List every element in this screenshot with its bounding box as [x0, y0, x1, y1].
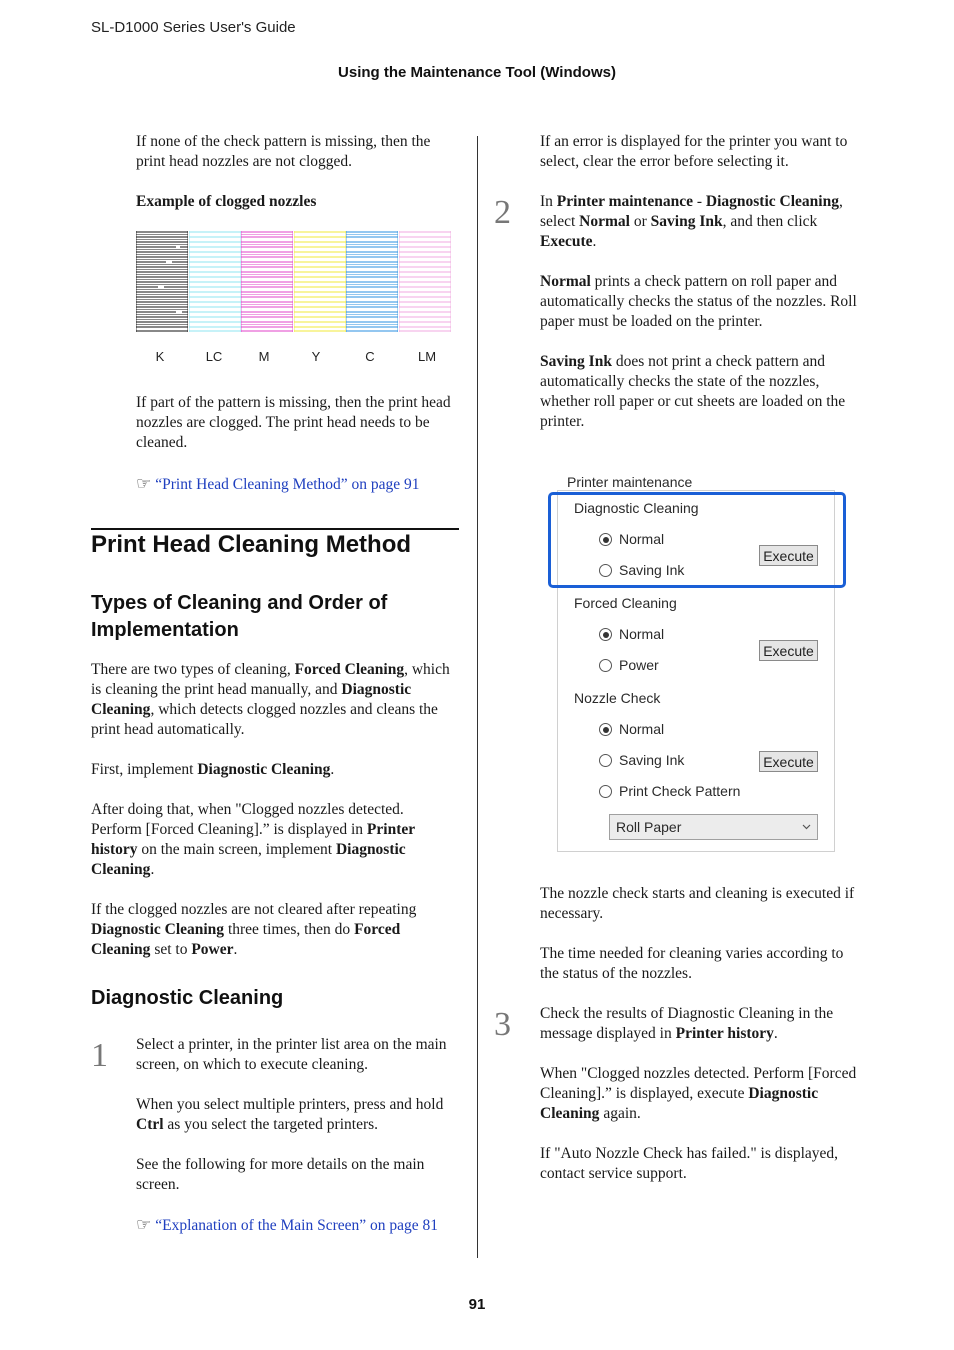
normal-description: Normal prints a check pattern on roll paper and automatically checks the status of the nozzles. Roll paper must be loaded on the printer. — [540, 273, 857, 330]
nozzle-block-m — [241, 231, 293, 332]
nozzle-label-c: C — [365, 349, 375, 364]
print-check-pattern-radio[interactable] — [599, 785, 612, 798]
no-missing-paragraph: If none of the check pattern is missing, then the print head nozzles are not clogged. — [136, 133, 431, 170]
forced-power-label[interactable]: Power — [619, 657, 659, 673]
step1-paragraph: Select a printer, in the printer list area on the main screen, on which to execute cleaning. — [136, 1036, 447, 1073]
diagnostic-heading: Diagnostic Cleaning — [91, 987, 284, 1009]
pointing-hand-icon: ☞ — [136, 474, 152, 494]
pointing-hand-icon: ☞ — [136, 1215, 152, 1235]
page-number: 91 — [468, 1296, 486, 1313]
page-heading: Print Head Cleaning Method — [91, 531, 412, 558]
forced-execute-button[interactable]: Execute — [759, 640, 818, 661]
nozzle-label-lc: LC — [205, 349, 223, 364]
error-paragraph: If an error is displayed for the printer you want to select, clear the error before selecting it. — [540, 133, 848, 170]
diagnostic-normal-radio[interactable] — [599, 533, 612, 546]
nozzle-block-y — [294, 231, 346, 332]
step-number-1: 1 — [91, 1037, 108, 1074]
diagnostic-saving-ink-label[interactable]: Saving Ink — [619, 562, 685, 578]
heading-rule — [91, 528, 459, 530]
dialog-title: Printer maintenance — [564, 474, 695, 490]
nozzle-block-lc — [189, 231, 241, 332]
nozzle-label-lm: LM — [417, 349, 437, 364]
step3-clogged-paragraph: When "Clogged nozzles detected. Perform [Forced Cleaning].” is displayed, execute Diagnostic Cleaning again. — [540, 1065, 857, 1122]
step3-failed-paragraph: If "Auto Nozzle Check has failed." is displayed, contact service support. — [540, 1145, 839, 1182]
step1-ctrl-paragraph: When you select multiple printers, press and hold Ctrl as you select the targeted printers. — [136, 1096, 444, 1133]
step3-paragraph: Check the results of Diagnostic Cleaning in the message displayed in Printer history. — [540, 1005, 834, 1042]
forced-cleaning-label: Forced Cleaning — [574, 595, 677, 611]
saving-ink-description: Saving Ink does not print a check pattern and automatically checks the state of the nozzles, whether roll paper or cut sheets are loaded on the printer. — [540, 353, 846, 430]
diagnostic-cleaning-label: Diagnostic Cleaning — [574, 500, 699, 516]
nozzle-saving-ink-radio[interactable] — [599, 754, 612, 767]
after-paragraph: After doing that, when "Clogged nozzles detected. Perform [Forced Cleaning].” is displayed in Printer history on the main screen, implement Diagnostic Cleaning. — [91, 801, 415, 878]
nozzle-label-m: M — [258, 349, 270, 364]
paper-select[interactable] — [609, 814, 818, 840]
forced-power-radio[interactable] — [599, 659, 612, 672]
forced-normal-radio[interactable] — [599, 628, 612, 641]
link-print-head-cleaning[interactable]: ☞ “Print Head Cleaning Method” on page 91 — [136, 474, 420, 494]
types-paragraph: There are two types of cleaning, Forced Cleaning, which is cleaning the print head manually, and Diagnostic Cleaning, which detects clogged nozzles and cleans the print head automatically. — [91, 661, 450, 738]
nozzle-check-label: Nozzle Check — [574, 690, 661, 706]
guide-title: SL-D1000 Series User's Guide — [91, 19, 296, 36]
paper-select-value: Roll Paper — [616, 819, 682, 835]
nozzle-check-starts-paragraph: The nozzle check starts and cleaning is executed if necessary. — [540, 885, 855, 922]
section-title: Using the Maintenance Tool (Windows) — [338, 64, 616, 81]
repeat-paragraph: If the clogged nozzles are not cleared after repeating Diagnostic Cleaning three times, then do Forced Cleaning set to Power. — [91, 901, 417, 958]
nozzle-saving-ink-label[interactable]: Saving Ink — [619, 752, 685, 768]
step-number-2: 2 — [494, 194, 511, 231]
chevron-down-icon — [802, 824, 811, 830]
column-divider — [477, 136, 478, 1258]
types-heading: Types of Cleaning and Order of Implementation — [91, 592, 388, 641]
nozzle-block-lm — [399, 231, 451, 332]
first-paragraph: First, implement Diagnostic Cleaning. — [91, 761, 335, 778]
nozzle-block-c — [346, 231, 398, 332]
forced-normal-label[interactable]: Normal — [619, 626, 665, 642]
link-main-screen[interactable]: ☞ “Explanation of the Main Screen” on page 81 — [136, 1215, 439, 1235]
nozzle-execute-button[interactable]: Execute — [759, 751, 818, 772]
step1-see-paragraph: See the following for more details on the main screen. — [136, 1156, 425, 1193]
nozzle-label-k: K — [155, 349, 165, 364]
example-heading: Example of clogged nozzles — [136, 193, 317, 210]
clogged-paragraph: If part of the pattern is missing, then the print head nozzles are clogged. The print head needs to be cleaned. — [136, 394, 451, 451]
nozzle-label-y: Y — [311, 349, 321, 364]
nozzle-normal-radio[interactable] — [599, 723, 612, 736]
nozzle-block-k — [136, 231, 188, 332]
step-number-3: 3 — [494, 1006, 511, 1043]
diagnostic-saving-ink-radio[interactable] — [599, 564, 612, 577]
step2-paragraph: In Printer maintenance - Diagnostic Cleaning, select Normal or Saving Ink, and then click Execute. — [540, 193, 843, 250]
time-needed-paragraph: The time needed for cleaning varies according to the status of the nozzles. — [540, 945, 844, 982]
diagnostic-execute-button[interactable]: Execute — [759, 545, 818, 566]
print-check-pattern-label[interactable]: Print Check Pattern — [619, 783, 741, 799]
nozzle-normal-label[interactable]: Normal — [619, 721, 665, 737]
diagnostic-normal-label[interactable]: Normal — [619, 531, 665, 547]
